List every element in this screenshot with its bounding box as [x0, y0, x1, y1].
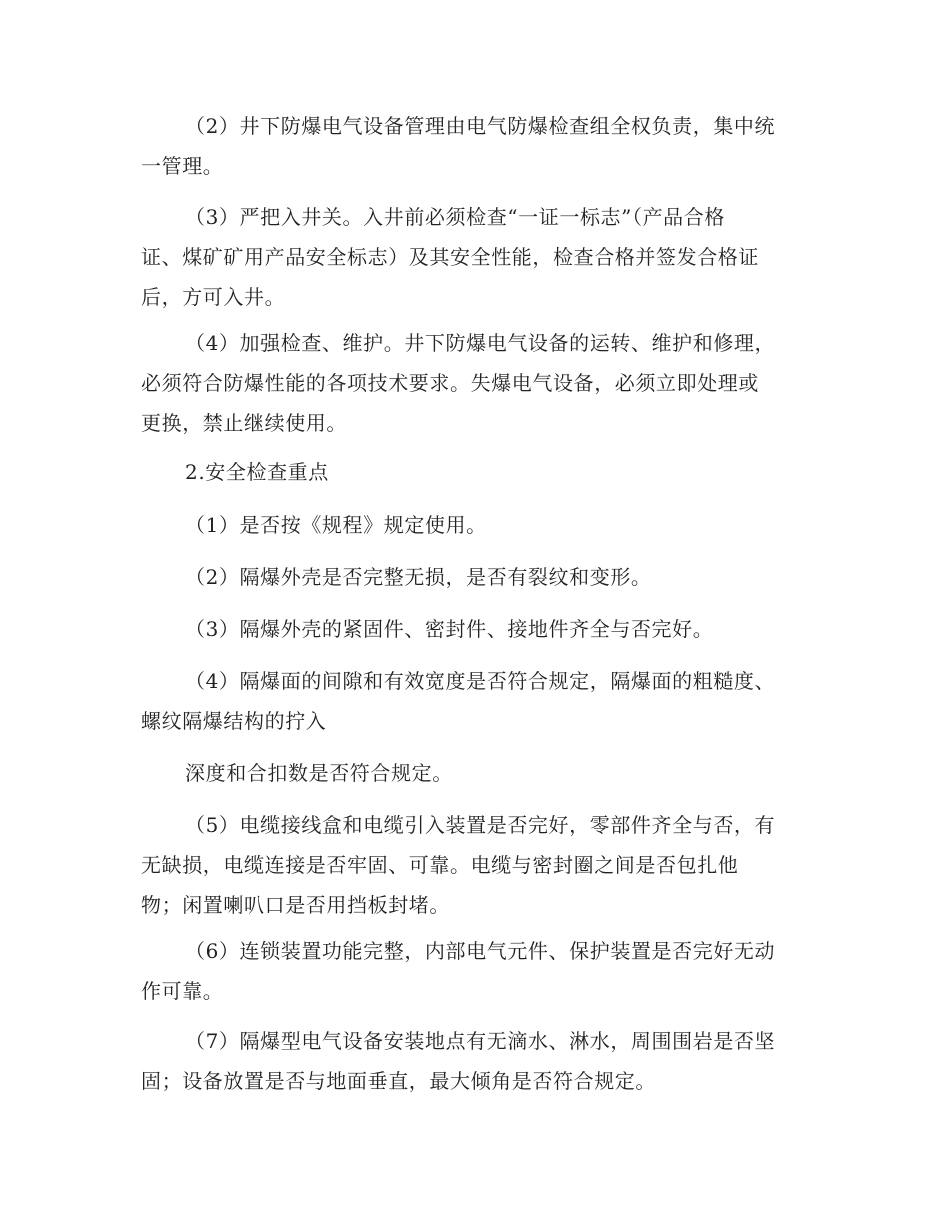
- text-line: （3）严把入井关。入井前必须检查“一证一标志”（产品合格: [185, 205, 725, 229]
- text-line: 作可靠。: [141, 979, 224, 1003]
- paragraph-maintenance: [141, 323, 813, 443]
- section-heading: 2.安全检查重点: [185, 460, 329, 484]
- text-line: （4）隔爆面的间隙和有效宽度是否符合规定，隔爆面的粗糙度、: [185, 669, 776, 693]
- text-line: 螺纹隔爆结构的拧入: [141, 709, 327, 733]
- paragraph-item-6: [141, 931, 813, 1011]
- text-line: 证、煤矿矿用产品安全标志）及其安全性能，检查合格并签发合格证: [141, 245, 759, 269]
- text-line: （1）是否按《规程》规定使用。: [185, 513, 487, 537]
- text-line: 物；闲置喇叭口是否用挡板封堵。: [141, 893, 450, 917]
- paragraph-management: [141, 106, 813, 186]
- text-line: （4）加强检查、维护。井下防爆电气设备的运转、维护和修理，: [185, 331, 776, 355]
- text-line: 深度和合扣数是否符合规定。: [185, 761, 453, 785]
- paragraph-item-3: [141, 609, 813, 649]
- text-line: （2）隔爆外壳是否完整无损，是否有裂纹和变形。: [185, 565, 652, 589]
- text-line: 后，方可入井。: [141, 285, 286, 309]
- text-line: 必须符合防爆性能的各项技术要求。失爆电气设备，必须立即处理或: [141, 371, 759, 395]
- paragraph-item-1: [141, 505, 813, 545]
- paragraph-entry-check: [141, 197, 813, 317]
- text-line: （3）隔爆外壳的紧固件、密封件、接地件齐全与否完好。: [185, 617, 714, 641]
- paragraph-item-5: [141, 805, 813, 925]
- text-line: 更换，禁止继续使用。: [141, 411, 347, 435]
- paragraph-item-2: [141, 557, 813, 597]
- paragraph-item-7: [141, 1021, 813, 1101]
- text-line: （6）连锁装置功能完整，内部电气元件、保护装置是否完好无动: [185, 939, 776, 963]
- text-line: （2）井下防爆电气设备管理由电气防爆检查组全权负责，集中统: [185, 114, 776, 138]
- paragraph-item-4-continued: [141, 753, 813, 793]
- paragraph-item-4: [141, 661, 813, 741]
- text-line: （7）隔爆型电气设备安装地点有无滴水、淋水，周围围岩是否坚: [185, 1029, 776, 1053]
- text-line: 固；设备放置是否与地面垂直，最大倾角是否符合规定。: [141, 1069, 656, 1093]
- text-line: 一管理。: [141, 154, 224, 178]
- text-line: 无缺损，电缆连接是否牢固、可靠。电缆与密封圈之间是否包扎他: [141, 853, 739, 877]
- text-line: （5）电缆接线盒和电缆引入装置是否完好，零部件齐全与否，有: [185, 813, 776, 837]
- section-heading-inspection-focus: [141, 452, 813, 492]
